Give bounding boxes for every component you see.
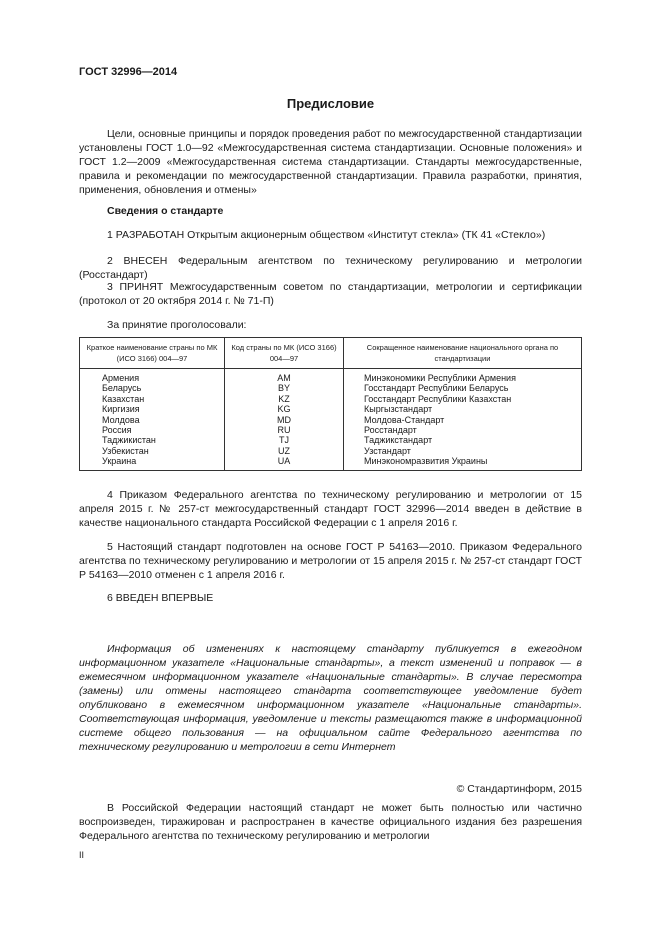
country-cell: Казахстан [80,394,225,404]
item-2-text: 2 ВНЕСЕН Федеральным агентством по техническому регулированию и метрологии (Росстандарт) [79,255,582,281]
code-cell: KZ [225,394,344,404]
code-cell: UA [225,456,344,470]
item-3 [79,280,582,308]
country-cell: Беларусь [80,383,225,393]
table-row [80,446,582,456]
page-number: II [79,850,85,860]
body-cell: Госстандарт Республики Казахстан [344,394,582,404]
info-notice [79,642,582,754]
item-4-text: 4 Приказом Федерального агентства по техническому регулированию и метрологии от 15 апреля 2015 г. № 257-ст межгосударственный стандарт ГОСТ 32996—2014 введен в действие в качестве национального стандарта Российской Федерации с 1 апреля 2016 г. [79,489,582,529]
table-header-row [80,338,582,369]
table-row [80,456,582,470]
body-cell: Узстандарт [344,446,582,456]
body-cell: Росстандарт [344,425,582,435]
body-cell: Молдова-Стандарт [344,415,582,425]
table-header-country: Краткое наименование страны по МК (ИСО 3166) 004—97 [80,338,225,369]
body-cell: Минэкономразвития Украины [344,456,582,470]
item-1 [79,228,582,242]
table-row [80,394,582,404]
legal-notice [79,801,582,843]
item-1-text: 1 РАЗРАБОТАН Открытым акционерным обществом «Институт стекла» (ТК 41 «Стекло») [107,229,546,241]
item-6 [79,591,582,605]
table-header-code: Код страны по МК (ИСО 3166) 004—97 [225,338,344,369]
table-row [80,404,582,414]
body-cell: Минэкономики Республики Армения [344,369,582,384]
country-cell: Украина [80,456,225,470]
table-row [80,435,582,445]
code-cell: RU [225,425,344,435]
table-row [80,425,582,435]
item-4 [79,488,582,530]
country-cell: Киргизия [80,404,225,414]
table-row [80,369,582,384]
member-states-table [79,337,582,471]
code-cell: KG [225,404,344,414]
country-cell: Молдова [80,415,225,425]
page-title: Предисловие [286,96,375,111]
item-6-text: 6 ВВЕДЕН ВПЕРВЫЕ [107,592,214,604]
country-cell: Армения [80,369,225,384]
code-cell: TJ [225,435,344,445]
intro-paragraph [79,127,582,197]
code-cell: MD [225,415,344,425]
country-cell: Россия [80,425,225,435]
code-cell: AM [225,369,344,384]
voted-label: За принятие проголосовали: [107,319,247,331]
item-5-text: 5 Настоящий стандарт подготовлен на основе ГОСТ Р 54163—2010. Приказом Федерального агентства по техническому регулированию и метрологии от 15 апреля 2015 г. № 257-ст стандарт ГОСТ Р 54163—2010 отменен с 1 апреля 2016 г. [79,541,582,581]
copyright: © Стандартинформ, 2015 [456,783,582,795]
section-heading: Сведения о стандарте [107,205,224,217]
legal-notice-text: В Российской Федерации настоящий стандарт не может быть полностью или частично воспроизведен, тиражирован и распространен в качестве официального издания без разрешения Федерального агентства по техническому регулированию и метрологии [79,802,582,842]
body-cell: Кыргызстандарт [344,404,582,414]
code-cell: UZ [225,446,344,456]
table-row [80,415,582,425]
country-cell: Узбекистан [80,446,225,456]
document-header: ГОСТ 32996—2014 [79,66,178,78]
item-3-text: 3 ПРИНЯТ Межгосударственным советом по стандартизации, метрологии и сертификации (протокол от 20 октября 2014 г. № 71-П) [79,281,582,307]
table-row [80,383,582,393]
table-header-body: Сокращенное наименование национального органа по стандартизации [344,338,582,369]
info-notice-text: Информация об изменениях к настоящему стандарту публикуется в ежегодном информационном указателе «Национальные стандарты», а текст изменений и поправок — в ежемесячном информационном указателе «Национальные стандарты». В случае пересмотра (замены) или отмены настоящего стандарта соответствующее уведомление будет опубликовано в ежемесячном информационном указателе «Национальные стандарты». Соответствующая информация, уведомление и тексты размещаются также в информационной системе общего пользования — на официальном сайте Федерального агентства по техническому регулированию и метрологии в сети Интернет [79,643,582,753]
code-cell: BY [225,383,344,393]
item-5 [79,540,582,582]
intro-text: Цели, основные принципы и порядок проведения работ по межгосударственной стандартизации установлены ГОСТ 1.0—92 «Межгосударственная система стандартизации. Основные положения» и ГОСТ 1.2—2009 «Межгосударственная система стандартизации. Стандарты межгосударственные, правила и рекомендации по межгосударственной стандартизации. Правила разработки, принятия, применения, обновления и отмены» [79,128,582,196]
body-cell: Таджикстандарт [344,435,582,445]
country-cell: Таджикистан [80,435,225,445]
item-2 [79,254,582,282]
body-cell: Госстандарт Республики Беларусь [344,383,582,393]
